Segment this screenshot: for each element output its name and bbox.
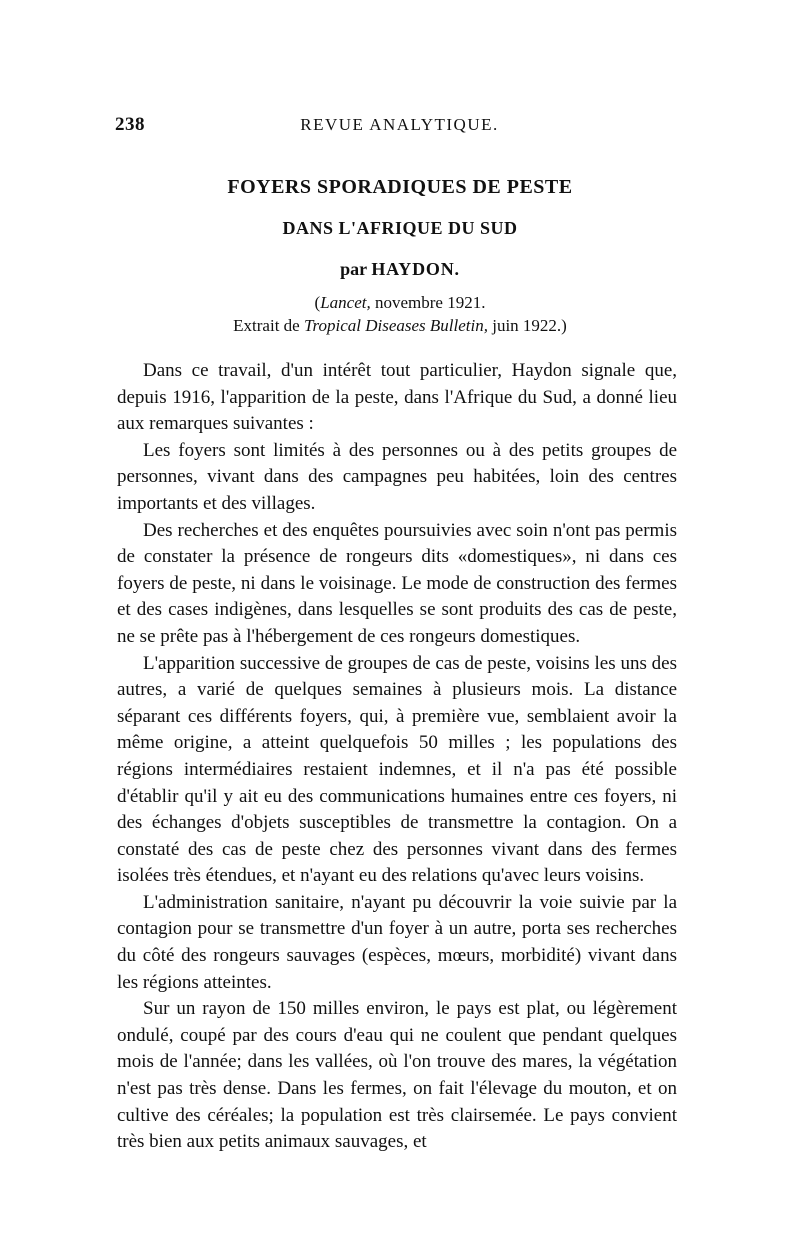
source-journal: Lancet, [320,293,371,312]
paragraph: Des recherches et des enquêtes poursuivies avec soin n'ont pas permis de constater la présence de rongeurs dits «domestiques», ni dans ces foyers de peste, ni dans le voisinage. Le mode de construction des fermes et des cases indigènes, dans lesquelles se sont produits des cas de peste, ne se prête pas à l'hébergement de ces rongeurs domestiques. [117,519,677,647]
paragraph: Sur un rayon de 150 milles environ, le pays est plat, ou légèrement ondulé, coupé par des cours d'eau qui ne coulent que pendant quelques mois de l'année; dans les vallées, où l'on trouve des mares, la végétation n'est pas très dense. Dans les fermes, on fait l'élevage du mouton, et on cultive des céréales; la population est très clairsemée. Le pays convient très bien aux petits animaux sauvages, et [117,998,677,1153]
source-citation-line [0,293,800,313]
paragraph: Dans ce travail, d'un intérêt tout particulier, Haydon signale que, depuis 1916, l'apparition de la peste, dans l'Afrique du Sud, a donné lieu aux remarques suivantes : [117,360,677,435]
running-head [112,114,687,138]
page-number: 238 [115,114,145,135]
bulletin-name: Tropical Diseases Bulletin, [303,316,488,335]
source-extract-line [0,316,800,336]
paragraph: L'apparition successive de groupes de cas de peste, voisins les uns des autres, a varié de quelques semaines à plusieurs mois. La distance séparant ces différents foyers, qui, à première vue, semblaient avoir la même origine, a atteint quelquefois 50 milles ; les populations des régions intermédiaires restaient indemnes, et il n'a pas été possible d'établir qu'il y ait eu des communications humaines entre ces foyers, ni des échanges d'objets susceptibles de transmettre la contagion. On a constaté des cas de peste chez des personnes vivant dans des fermes isolées très étendues, et n'ayant eu des relations qu'avec leurs voisins. [117,652,677,887]
article-title: FOYERS SPORADIQUES DE PESTE [227,176,573,198]
paragraph: Les foyers sont limités à des personnes ou à des petits groupes de personnes, vivant dans des campagnes peu habitées, loin des centres importants et des villages. [117,439,677,514]
paragraph: L'administration sanitaire, n'ayant pu découvrir la voie suivie par la contagion pour se transmettre d'un foyer à un autre, porta ses recherches du côté des rongeurs sauvages (espèces, mœurs, morbidité) vivant dans les régions atteintes. [117,891,677,993]
author-line [0,259,800,280]
source-open-paren: ( [314,293,321,312]
author-prefix: par [340,259,367,279]
author-name: HAYDON. [371,259,460,279]
article-subtitle: DANS L'AFRIQUE DU SUD [282,218,518,238]
article-body [117,358,677,1156]
journal-title: REVUE ANALYTIQUE. [300,115,499,134]
bulletin-date: juin 1922.) [492,316,567,335]
extract-prefix: Extrait de [233,316,300,335]
source-date: novembre 1921. [374,293,486,312]
